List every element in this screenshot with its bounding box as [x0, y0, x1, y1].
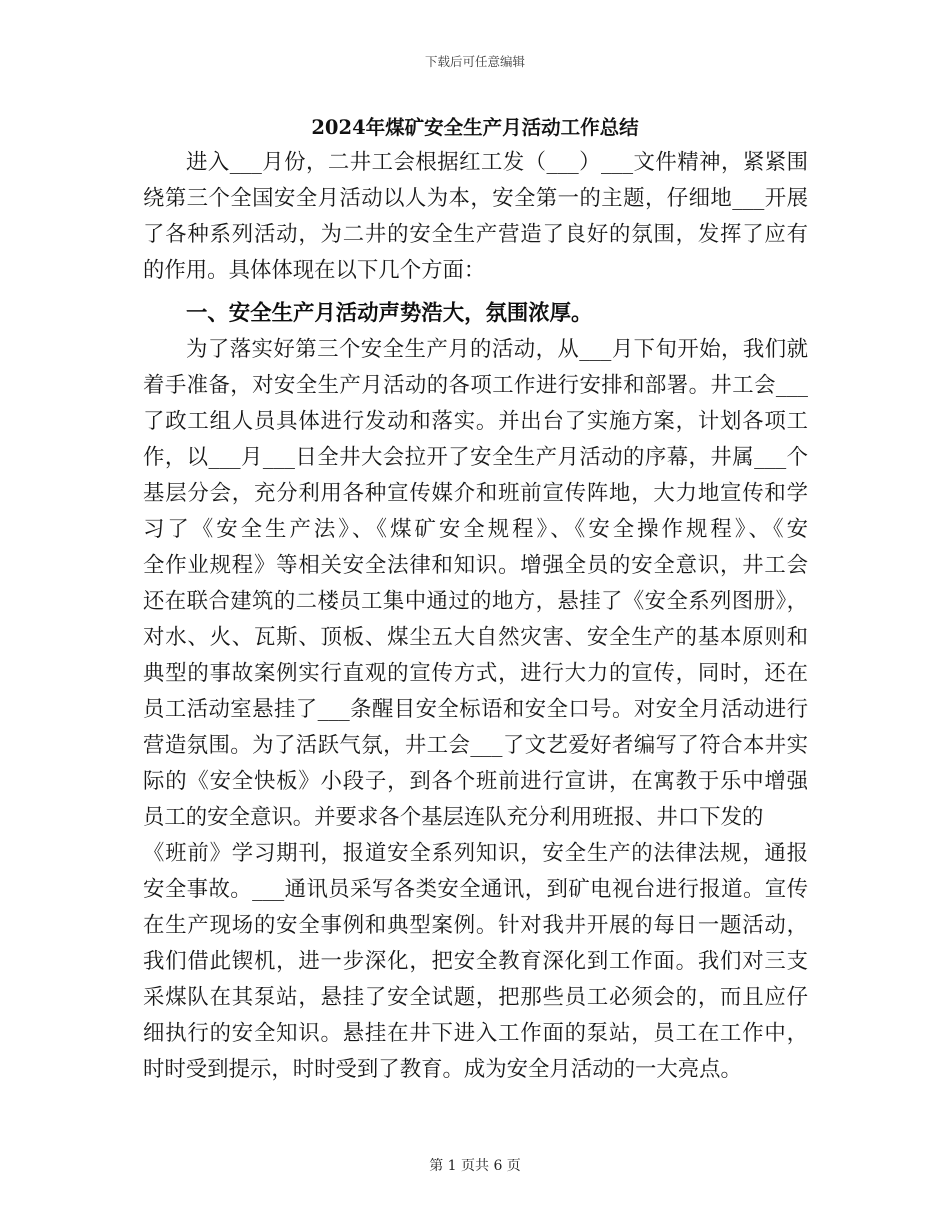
body-line: 对水、火、瓦斯、顶板、煤尘五大自然灾害、安全生产的基本原则和 [143, 625, 808, 650]
body-line: 采煤队在其泵站，悬挂了安全试题，把那些员工必须会的，而且应仔 [143, 985, 808, 1010]
body-line: 时时受到提示，时时受到了教育。成为安全月活动的一大亮点。 [143, 1057, 742, 1082]
body-line: 我们借此锲机，进一步深化，把安全教育深化到工作面。我们对三支 [143, 949, 808, 974]
header-note: 下载后可任意编辑 [424, 54, 525, 69]
body-line: 安全事故。___通讯员采写各类安全通讯，到矿电视台进行报道。宣传 [143, 877, 808, 902]
body-line: 《班前》学习期刊，报道安全系列知识，安全生产的法律法规，通报 [143, 841, 808, 866]
body-line: 员工活动室悬挂了___条醒目安全标语和安全口号。对安全月活动进行 [143, 697, 808, 722]
body-line: 营造氛围。为了活跃气氛，井工会___了文艺爱好者编写了符合本井实 [143, 733, 808, 758]
section-heading: 一、安全生产月活动声势浩大，氛围浓厚。 [186, 301, 593, 326]
body-line: 细执行的安全知识。悬挂在井下进入工作面的泵站，员工在工作中， [143, 1021, 808, 1046]
body-line: 了政工组人员具体进行发动和落实。并出台了实施方案，计划各项工 [143, 409, 808, 434]
body-line: 全作业规程》等相关安全法律和知识。增强全员的安全意识，井工会 [143, 553, 808, 578]
body-line: 进入___月份，二井工会根据红工发（___）___文件精神，紧紧围 [186, 150, 808, 175]
body-line: 为了落实好第三个安全生产月的活动，从___月下旬开始，我们就 [186, 337, 808, 362]
body-line: 在生产现场的安全事例和典型案例。针对我井开展的每日一题活动， [143, 913, 808, 938]
section-1-paragraph [143, 332, 808, 1088]
page-number: 第 1 页共 6 页 [429, 1158, 521, 1174]
document-body [143, 145, 808, 1088]
body-line: 习了《安全生产法》、《煤矿安全规程》、《安全操作规程》、《安 [143, 517, 808, 542]
body-line: 的作用。具体体现在以下几个方面： [143, 258, 486, 283]
body-line: 绕第三个全国安全月活动以人为本，安全第一的主题，仔细地___开展 [143, 186, 808, 211]
body-line: 作，以___月___日全井大会拉开了安全生产月活动的序幕，井属___个 [143, 445, 808, 470]
body-line: 员工的安全意识。并要求各个基层连队充分利用班报、井口下发的 [143, 805, 764, 830]
document-title: 2024年煤矿安全生产月活动工作总结 [311, 116, 639, 139]
body-line: 着手准备，对安全生产月活动的各项工作进行安排和部署。井工会___ [143, 373, 808, 398]
intro-paragraph [143, 145, 808, 289]
body-line: 基层分会，充分利用各种宣传媒介和班前宣传阵地，大力地宣传和学 [143, 481, 808, 506]
body-line: 还在联合建筑的二楼员工集中通过的地方，悬挂了《安全系列图册》， [143, 589, 808, 614]
body-line: 际的《安全快板》小段子，到各个班前进行宣讲，在寓教于乐中增强 [143, 769, 808, 794]
body-line: 典型的事故案例实行直观的宣传方式，进行大力的宣传，同时，还在 [143, 661, 808, 686]
body-line: 了各种系列活动，为二井的安全生产营造了良好的氛围，发挥了应有 [143, 222, 808, 247]
